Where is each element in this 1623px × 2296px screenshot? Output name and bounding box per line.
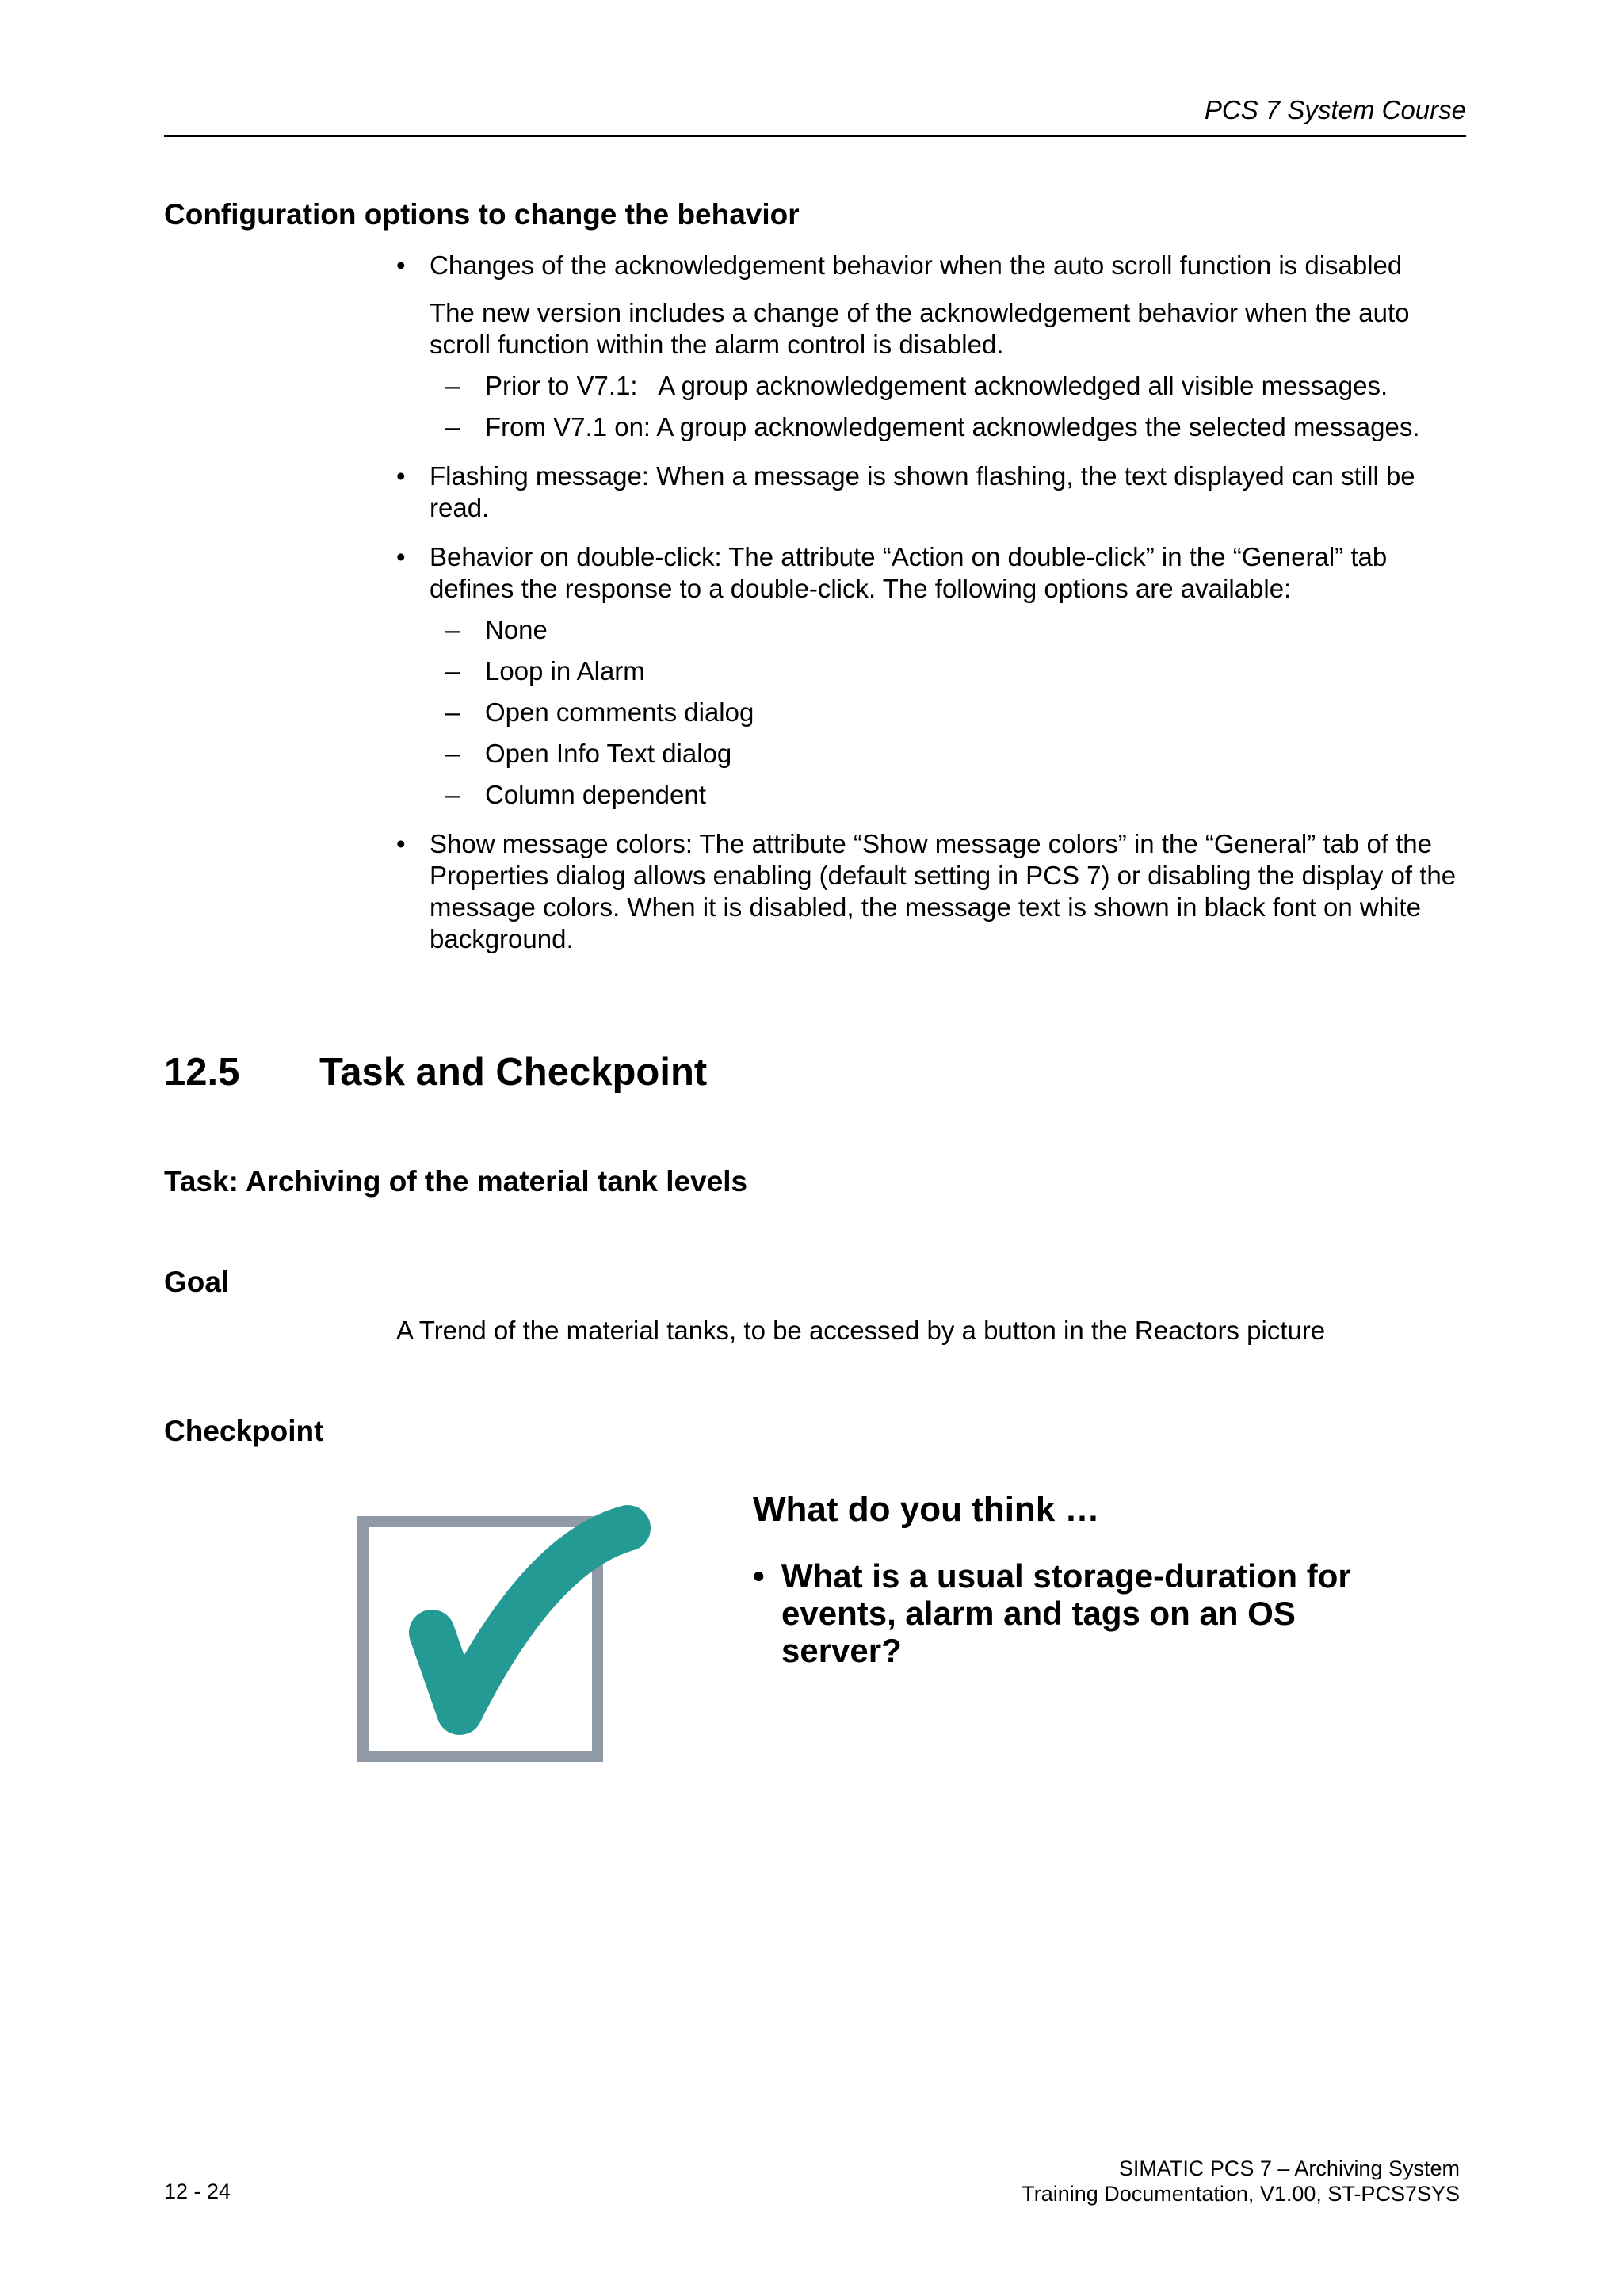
page-number: 12 - 24 xyxy=(164,2179,231,2203)
section-heading xyxy=(164,1050,707,1095)
section-number: 12.5 xyxy=(164,1051,240,1094)
checkpoint-question xyxy=(753,1557,1384,1669)
list-item: – Open comments dialog xyxy=(445,697,754,727)
goal-text: A Trend of the material tanks, to be accessed by a button in the Reactors picture xyxy=(396,1316,1326,1345)
think-title: What do you think … xyxy=(753,1490,1100,1529)
checkpoint-heading: Checkpoint xyxy=(164,1415,324,1447)
bullet-ack-behavior xyxy=(396,250,1474,443)
bullet-dot: • xyxy=(396,829,406,858)
goal-heading: Goal xyxy=(164,1266,230,1298)
section-title: Task and Checkpoint xyxy=(319,1051,708,1094)
config-heading: Configuration options to change the behavior xyxy=(164,198,800,231)
course-title: PCS 7 System Course xyxy=(1204,95,1466,124)
list-item-text: Open comments dialog xyxy=(485,697,754,727)
bullet-text: Show message colors: The attribute “Show message colors” in the “General” tab of the Properties dialog allows enabling (default setting in PCS 7) or disabling the display of the message colors. When it is disabled, the message text is shown in black font on white background. xyxy=(430,829,1457,953)
bullet-flashing-message xyxy=(396,460,1474,524)
list-item-text: None xyxy=(485,615,548,644)
bullet-text: Flashing message: When a message is shown flashing, the text displayed can still be read. xyxy=(430,461,1415,522)
list-item-text: Prior to V7.1: A group acknowledgement acknowledged all visible messages. xyxy=(485,371,1388,400)
list-item: – Loop in Alarm xyxy=(445,656,645,686)
list-item-text: From V7.1 on: A group acknowledgement acknowledges the selected messages. xyxy=(485,412,1420,441)
footer-info xyxy=(1022,2156,1460,2206)
bullet-dot: • xyxy=(396,461,406,491)
checkbox-checkmark-icon xyxy=(349,1490,666,1767)
task-heading: Task: Archiving of the material tank levels xyxy=(164,1165,748,1198)
list-item: – Prior to V7.1: A group acknowledgement acknowledged all visible messages. xyxy=(445,371,1388,400)
config-bullet-list xyxy=(396,250,1474,955)
footer-line-2: Training Documentation, V1.00, ST-PCS7SYS xyxy=(1022,2182,1460,2206)
dash-list xyxy=(430,614,1474,811)
bullet-double-click xyxy=(396,541,1474,811)
bullet-text: Changes of the acknowledgement behavior when the auto scroll function is disabled xyxy=(430,250,1403,280)
bullet-message-colors xyxy=(396,828,1474,955)
page-header xyxy=(164,95,1466,137)
bullet-dot: • xyxy=(753,1557,765,1595)
list-item: – Open Info Text dialog xyxy=(445,739,732,768)
list-item: – From V7.1 on: A group acknowledgement acknowledges the selected messages. xyxy=(445,412,1420,441)
question-text: What is a usual storage-duration for events, alarm and tags on an OS server? xyxy=(781,1557,1351,1669)
list-item-text: Open Info Text dialog xyxy=(485,739,732,768)
list-item: – Column dependent xyxy=(445,780,706,809)
list-item-text: Column dependent xyxy=(485,780,706,809)
footer-line-1: SIMATIC PCS 7 – Archiving System xyxy=(1118,2157,1460,2180)
bullet-paragraph: The new version includes a change of the acknowledgement behavior when the auto scroll function within the alarm control is disabled. xyxy=(430,298,1410,359)
list-item-text: Loop in Alarm xyxy=(485,656,645,686)
bullet-dot: • xyxy=(396,250,406,280)
bullet-text: Behavior on double-click: The attribute “Action on double-click” in the “General” tab defines the response to a double-click. The following options are available: xyxy=(430,542,1388,603)
bullet-dot: • xyxy=(396,542,406,571)
list-item: – None xyxy=(445,615,548,644)
dash-list xyxy=(430,370,1474,443)
